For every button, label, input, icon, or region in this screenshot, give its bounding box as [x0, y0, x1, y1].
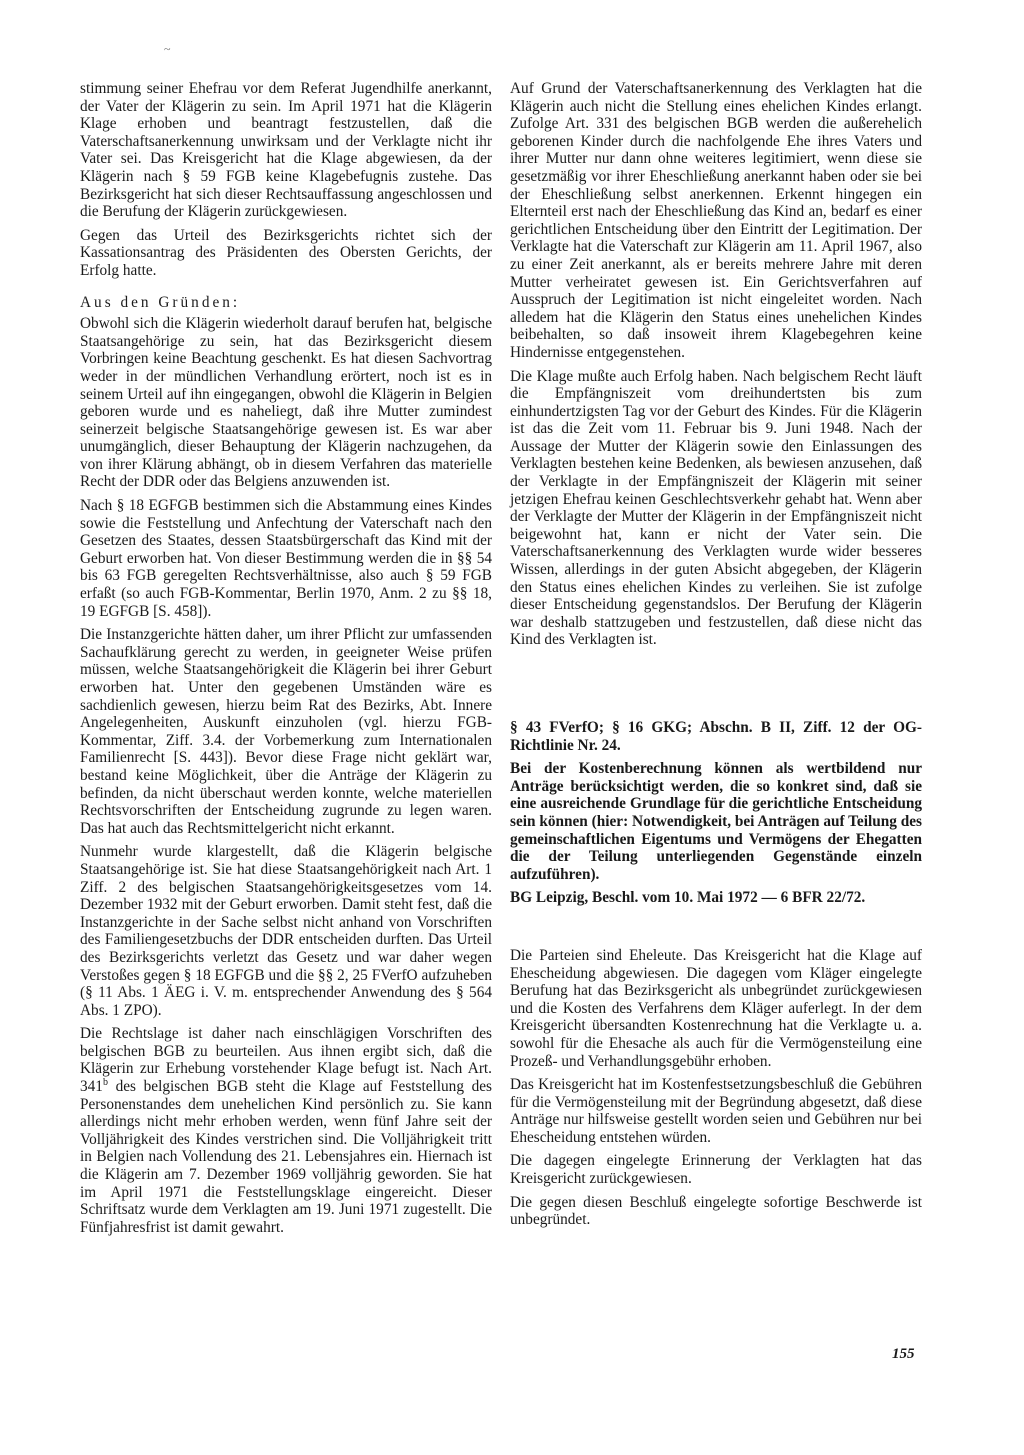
paragraph: Gegen das Urteil des Bezirksgerichts richtet sich der Kassationsantrag des Präsidenten des Obersten Gerichts, der Erfolg hatte. — [80, 226, 492, 279]
paragraph: Nach § 18 EGFGB bestimmen sich die Abstammung eines Kindes sowie die Feststellung und Anfechtung der Vaterschaft nach den Gesetzen des Staates, dessen Staatsbürgerschaft das Kind mit der Geburt erworben hat. Von dieser Bestimmung werden die in §§ 54 bis 63 FGB geregelten Rechtsverhältnisse, also auch § 59 FGB erfaßt (so auch FGB-Kommentar, Berlin 1970, Anm. 2 zu §§ 18, 19 EGFGB [S. 458]). — [80, 497, 492, 620]
paragraph: Nunmehr wurde klargestellt, daß die Klägerin belgische Staatsangehörige ist. Sie hat diese Staatsangehörigkeit nach Art. 1 Ziff. 2 des belgischen Staatsangehörigkeitsgesetzes vom 14. Dezember 1932 mit der Geburt erworben. Damit steht fest, daß die Instanzgerichte in der Sache selbst nicht anhand von Vorschriften des Familiengesetzbuchs der DDR entscheiden durften. Das Urteil des Bezirksgerichts verletzt das Gesetz und war daher wegen Verstoßes gegen § 18 EGFGB und die §§ 2, 25 FVerfO aufzuheben (§ 11 Abs. 1 ÄEG i. V. m. entsprechender Anwendung des § 564 Abs. 1 ZPO). — [80, 843, 492, 1019]
paragraph: Die gegen diesen Beschluß eingelegte sofortige Beschwerde ist unbegründet. — [510, 1193, 922, 1229]
scan-mark: ~ — [164, 42, 171, 56]
spacer — [510, 655, 922, 719]
paragraph — [80, 1025, 492, 1236]
paragraph: Die Klage mußte auch Erfolg haben. Nach belgischem Recht läuft die Empfängniszeit vom dreihundertsten bis zum einhundertzigsten Tag vor der Geburt des Kindes. Für die Klägerin ist das die Zeit vom 11. Februar bis 9. Juni 1948. Nach der Aussage der Mutter der Klägerin sowie den Einlassungen des Verklagten bestehen keine Bedenken, als bewiesen anzusehen, daß der Verklagte in der Empfängniszeit der Klägerin mit seiner jetzigen Ehefrau keinen Geschlechtsverkehr gehabt hat. Wenn aber der Verklagte der Mutter der Klägerin in der Empfängniszeit nicht beigewohnt hat, kann er nicht der Vater sein. Die Vaterschaftsanerkennung des Verklagten wurde wider besseres Wissen, allerdings in der guten Absicht abgegeben, der Klägerin den Status eines ehelichen Kindes zu verleihen. Sie ist zufolge dieser Entscheidung gegenstandslos. Der Berufung der Klägerin war deshalb stattzugeben und festzustellen, daß diese nicht das Kind des Verklagten ist. — [510, 367, 922, 649]
court-reference: BG Leipzig, Beschl. vom 10. Mai 1972 — 6 BFR 22/72. — [510, 889, 866, 907]
page-number: 155 — [892, 1346, 915, 1362]
paragraph: Die dagegen eingelegte Erinnerung der Verklagten hat das Kreisgericht zurückgewiesen. — [510, 1152, 922, 1188]
paragraph: stimmung seiner Ehefrau vor dem Referat Jugendhilfe anerkannt, der Vater der Klägerin zu sein. Im April 1971 hat die Klägerin Klage erhoben und beantragt festzustellen, daß die Vaterschaftsanerkennung unwirksam und der Verklagte nicht ihr Vater sei. Das Kreisgericht hat die Klage abgewiesen, da der Klägerin nach § 59 FGB keine Klagebefugnis zustehe. Das Bezirksgericht hat sich dieser Rechtsauffassung angeschlossen und die Berufung der Klägerin zurückgewiesen. — [80, 80, 492, 221]
headnote: Bei der Kostenberechnung können als wertbildend nur Anträge berücksichtigt werden, die so konkret sind, daß sie eine ausreichende Grundlage für die gerichtliche Entscheidung sein können (hier: Notwendigkeit, bei Anträgen auf Teilung des gemeinschaftlichen Eigentums und Vermögens der Ehegatten die der Teilung unterliegenden Gegenstände einzeln aufzuführen). — [510, 760, 922, 883]
right-column — [510, 80, 922, 1235]
paragraph: Auf Grund der Vaterschaftsanerkennung des Verklagten hat die Klägerin auch nicht die Stellung eines ehelichen Kindes erlangt. Zufolge Art. 331 des belgischen BGB werden die außerehelich geborenen Kinder durch die nachfolgende Ehe ihres Vaters und ihrer Mutter nur dann ohne weiteres legitimiert, wenn diese sie gesetzmäßig vor ihrer Eheschließung anerkannt haben oder sie bei der Eheschließung selbst anerkennen. Erkennt hingegen ein Elternteil erst nach der Eheschließung das Kind an, bedarf es einer gerichtlichen Entscheidung über den Eintritt der Legitimation. Der Verklagte hat die Vaterschaft zur Klägerin am 11. April 1967, also zu einer Zeit anerkannt, als er bereits mehrere Jahre mit deren Mutter verheiratet gewesen ist. Ein Gerichtsverfahren auf Ausspruch der Legitimation ist nicht eingeleitet worden. Nach alledem hat die Klägerin den Status eines unehelichen Kindes beibehalten, so daß insoweit ihrem Klagebegehren keine Hindernisse entgegenstehen. — [510, 80, 922, 361]
case-citation: § 43 FVerfO; § 16 GKG; Abschn. B II, Ziff. 12 der OG-Richtlinie Nr. 24. — [510, 719, 922, 754]
paragraph: Die Parteien sind Eheleute. Das Kreisgericht hat die Klage auf Ehescheidung abgewiesen. Die dagegen vom Kläger eingelegte Berufung hat das Bezirksgericht als unbegründet zurückgewiesen und die Kosten des Verfahrens dem Kläger auferlegt. In der dem Kreisgericht übersandten Kostenrechnung hat die Verklagte u. a. sowohl für die Ehesache als auch für die Vermögensteilung eine Prozeß- und Verhandlungsgebühr erhoben. — [510, 946, 922, 1070]
paragraph: Das Kreisgericht hat im Kostenfestsetzungsbeschluß die Gebühren für die Vermögensteilung mit der Begründung abgesetzt, daß diese Anträge nur hilfsweise gestellt worden seien und Gebühren nur bei Ehescheidung entstehen würden. — [510, 1076, 922, 1146]
paragraph: Die Instanzgerichte hätten daher, um ihrer Pflicht zur umfassenden Sachaufklärung gerecht zu werden, in geeigneter Weise prüfen müssen, welche Staatsangehörigkeit die Klägerin bei ihrer Geburt erworben hat. Unter den gegebenen Umständen wäre es sachdienlich gewesen, hierzu beim Rat des Bezirks, Abt. Innere Angelegenheiten, Auskunft einzuholen (vgl. hierzu FGB-Kommentar, Ziff. 3.4. der Vorbemerkung zum Internationalen Familienrecht [S. 443]). Bevor diese Frage nicht geklärt war, bestand keine Möglichkeit, über die Anträge der Klägerin zu befinden, da nicht überschaut werden konnte, welche materiellen Rechtsvorschriften der Entscheidung zugrunde zu legen waren. Das hat auch das Rechtsmittelgericht nicht erkannt. — [80, 626, 492, 837]
paragraph: Obwohl sich die Klägerin wiederholt darauf berufen hat, belgische Staatsangehörige zu sein, hat das Bezirksgericht diesem Vorbringen keine Beachtung geschenkt. Es hat diesen Sachvortrag weder in der mündlichen Verhandlung erörtert, noch ist es in seinem Urteil auf ihn eingegangen, obwohl die Klägerin in Belgien geboren wurde und es naheliegt, daß ihre Mutter zumindest seinerzeit belgische Staatsangehörige gewesen ist. Es war aber unumgänglich, dieser Behauptung der Klägerin nachzugehen, da von ihrer Klärung abhängt, ob in diesem Verfahren das materielle Recht der DDR oder das Belgiens anzuwenden ist. — [80, 315, 492, 491]
superscript: b — [102, 1076, 108, 1088]
section-heading: Aus den Gründen: — [80, 293, 241, 311]
left-column — [80, 80, 492, 1242]
paragraph-text: Die Rechtslage ist daher nach einschlägigen Vorschriften des belgischen BGB zu beurteilen. Aus ihnen ergibt sich, daß die Klägerin zur Erhebung vorstehender Klage befugt ist. Nach Art. 341 — [80, 1025, 492, 1096]
paragraph-text: des belgischen BGB steht die Klage auf Feststellung des Personenstandes dem unehelichen Kind persönlich zu. Sie kann allerdings nicht mehr erhoben werden, wenn fünf Jahre seit der Volljährigkeit des Kindes verstrichen sind. Die Volljährigkeit tritt in Belgien nach Vollendung des 21. Lebensjahres ein. Hiernach ist die Klägerin am 7. Dezember 1969 volljährig geworden. Sie hat im April 1971 die Feststellungsklage eingereicht. Dieser Schriftsatz wurde dem Verklagten am 19. Juni 1971 zugestellt. Die Fünfjahresfrist ist damit gewahrt. — [80, 1078, 492, 1236]
spacer — [510, 913, 922, 947]
